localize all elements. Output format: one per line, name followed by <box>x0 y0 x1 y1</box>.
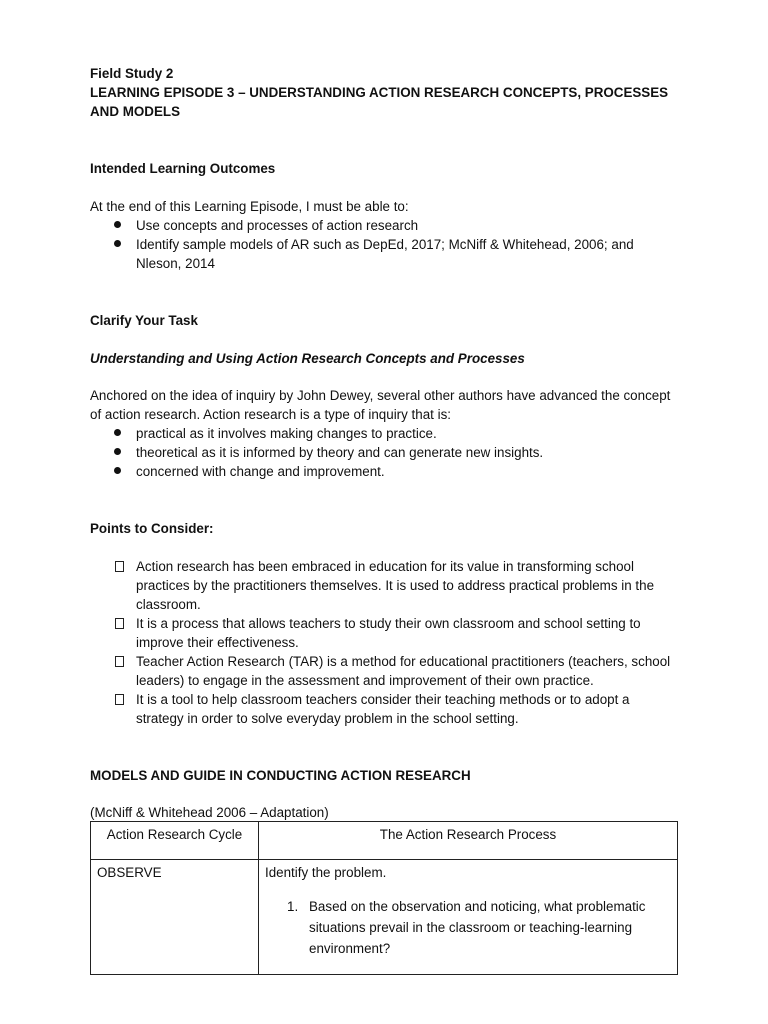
point-item: Action research has been embraced in education for its value in transforming school practices by the practitioners themselves. It is used to address practical problems in the classroom. <box>90 557 680 614</box>
outcomes-list <box>90 216 680 273</box>
models-source: (McNiff & Whitehead 2006 – Adaptation) <box>90 805 329 820</box>
inquiry-list <box>90 424 680 481</box>
process-cell <box>259 860 678 975</box>
outcomes-heading: Intended Learning Outcomes <box>90 161 276 176</box>
process-title: Identify the problem. <box>265 865 387 880</box>
inquiry-item: concerned with change and improvement. <box>90 462 680 481</box>
table-row <box>91 860 678 975</box>
outcome-item: Identify sample models of AR such as DepEd, 2017; McNiff & Whitehead, 2006; and Nleson, 2014 <box>90 235 680 273</box>
table-header-row <box>91 822 678 860</box>
outcomes-intro: At the end of this Learning Episode, I must be able to: <box>90 199 409 214</box>
checkbox-icon <box>115 618 124 629</box>
course-title: Field Study 2 <box>90 66 174 81</box>
table-header-cycle: Action Research Cycle <box>91 822 259 860</box>
step-text: Based on the observation and noticing, what problematic situations prevail in the classroom or teaching-learning environment? <box>309 899 646 956</box>
checkbox-icon <box>115 694 124 705</box>
checkbox-icon <box>115 561 124 572</box>
clarify-heading: Clarify Your Task <box>90 313 198 328</box>
points-heading: Points to Consider: <box>90 521 214 536</box>
table-header-process: The Action Research Process <box>259 822 678 860</box>
checkbox-icon <box>115 656 124 667</box>
points-list <box>90 557 680 728</box>
outcome-item: Use concepts and processes of action research <box>90 216 680 235</box>
process-step <box>265 896 671 959</box>
point-item: Teacher Action Research (TAR) is a method for educational practitioners (teachers, school leaders) to engage in the assessment and improvement of their own practice. <box>90 652 680 690</box>
point-item: It is a tool to help classroom teachers consider their teaching methods or to adopt a strategy in order to solve everyday problem in the school setting. <box>90 690 680 728</box>
action-research-table <box>90 821 678 975</box>
models-heading: MODELS AND GUIDE IN CONDUCTING ACTION RESEARCH <box>90 768 471 783</box>
step-number: 1. <box>287 899 299 914</box>
episode-title: LEARNING EPISODE 3 – UNDERSTANDING ACTION RESEARCH CONCEPTS, PROCESSES AND MODELS <box>90 85 669 119</box>
inquiry-item: practical as it involves making changes to practice. <box>90 424 680 443</box>
cycle-cell: OBSERVE <box>91 860 259 975</box>
clarify-subheading: Understanding and Using Action Research Concepts and Processes <box>90 351 525 366</box>
point-item: It is a process that allows teachers to study their own classroom and school setting to improve their effectiveness. <box>90 614 680 652</box>
clarify-paragraph: Anchored on the idea of inquiry by John Dewey, several other authors have advanced the concept of action research. Action research is a type of inquiry that is: <box>90 388 671 422</box>
inquiry-item: theoretical as it is informed by theory and can generate new insights. <box>90 443 680 462</box>
